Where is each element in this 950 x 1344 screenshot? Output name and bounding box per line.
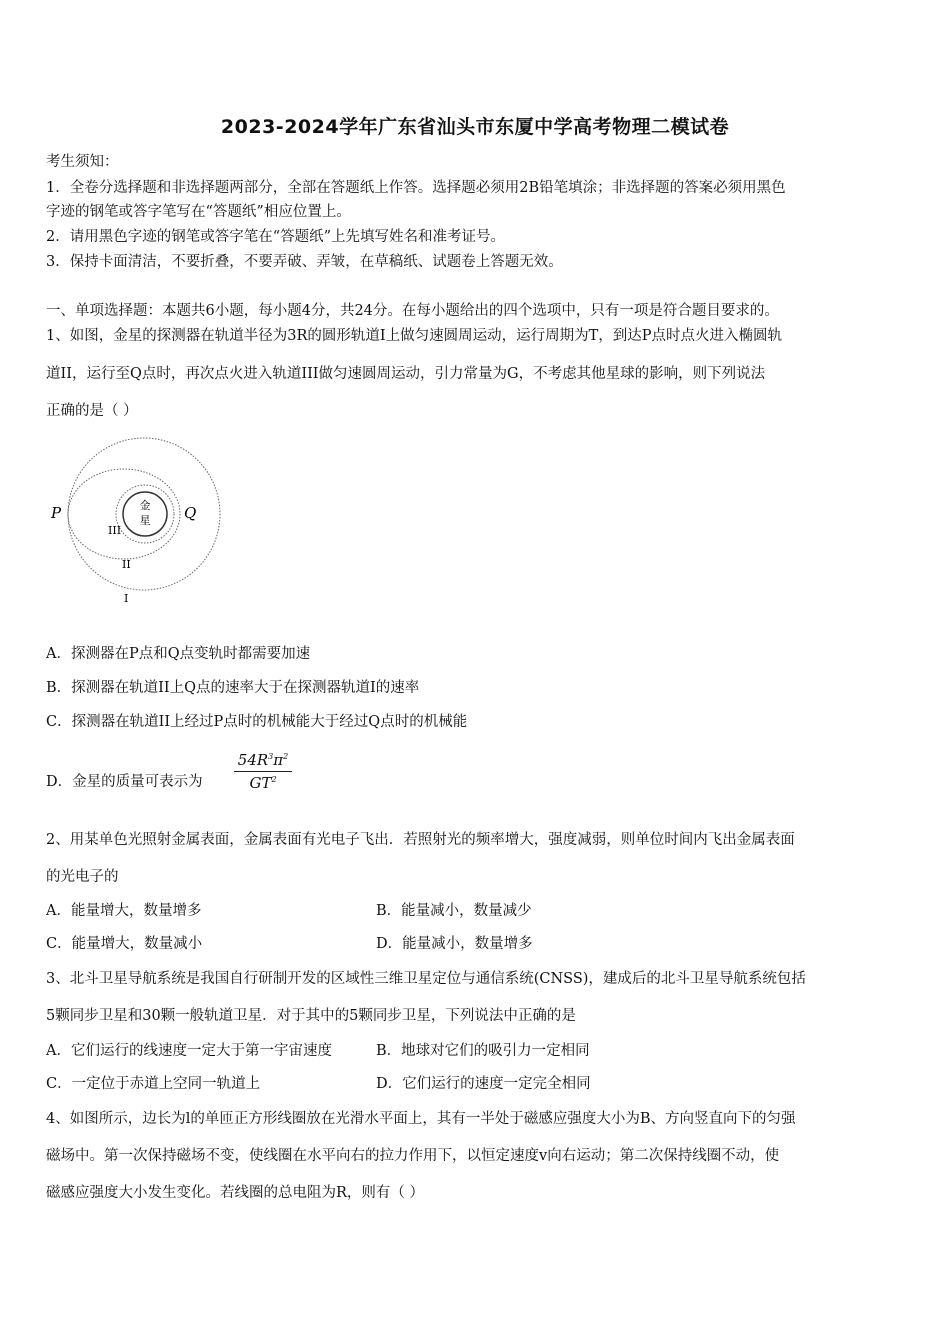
q3-option-d: D．它们运行的速度一定完全相同 bbox=[376, 1076, 591, 1092]
notice-item-3: 3．保持卡面清洁，不要折叠，不要弄破、弄皱，在草稿纸、试题卷上答题无效。 bbox=[46, 254, 563, 270]
q1-stem-line2: 道II，运行至Q点时，再次点火进入轨道III做匀速圆周运动，引力常量为G，不考虑其他星球的影响，则下列说法 bbox=[46, 366, 766, 382]
q1-option-b: B．探测器在轨道II上Q点的速率大于在探测器轨道I的速率 bbox=[46, 680, 420, 696]
q2-stem-line1: 2、用某单色光照射金属表面，金属表面有光电子飞出．若照射光的频率增大，强度减弱，则单位时间内飞出金属表面 bbox=[46, 832, 795, 848]
page-title: 2023-2024学年广东省汕头市东厦中学高考物理二模试卷 bbox=[220, 116, 730, 138]
venus-mass-formula bbox=[228, 750, 298, 792]
notice-item-1: 1．全卷分选择题和非选择题两部分，全部在答题纸上作答。选择题必须用2B铅笔填涂；非选择题的答案必须用黑色 bbox=[46, 180, 786, 196]
q3-stem-line2: 5颗同步卫星和30颗一般轨道卫星．对于其中的5颗同步卫星，下列说法中正确的是 bbox=[46, 1008, 576, 1024]
q4-stem-line2: 磁场中。第一次保持磁场不变，使线圈在水平向右的拉力作用下，以恒定速度v向右运动；第二次保持线圈不动，使 bbox=[46, 1148, 780, 1164]
q3-stem-line1: 3、北斗卫星导航系统是我国自行研制开发的区域性三维卫星定位与通信系统(CNSS)，建成后的北斗卫星导航系统包括 bbox=[46, 971, 806, 987]
planet-label-1: 金 bbox=[139, 499, 151, 512]
q3-option-a: A．它们运行的线速度一定大于第一宇宙速度 bbox=[46, 1043, 332, 1059]
formula-denominator: $GT^2$ bbox=[249, 774, 277, 792]
point-p-label: P bbox=[51, 504, 62, 522]
q1-stem-line1: 1、如图，金星的探测器在轨道半径为3R的圆形轨道I上做匀速圆周运动，运行周期为T，到达P点时点火进入椭圆轨 bbox=[46, 328, 783, 344]
q4-stem-line1: 4、如图所示，边长为l的单匝正方形线圈放在光滑水平面上，其有一半处于磁感应强度大小为B、方向竖直向下的匀强 bbox=[46, 1111, 796, 1127]
orbit-II-label: II bbox=[122, 558, 131, 571]
q1-option-a: A．探测器在P点和Q点变轨时都需要加速 bbox=[46, 646, 311, 662]
q2-stem-line2: 的光电子的 bbox=[46, 869, 119, 885]
planet-label-2: 星 bbox=[139, 514, 151, 527]
q4-stem-line3: 磁感应强度大小发生变化。若线圈的总电阻为R，则有（ ） bbox=[46, 1185, 425, 1201]
q2-option-c: C．能量增大，数量减小 bbox=[46, 936, 203, 952]
orbit-I-label: I bbox=[124, 592, 129, 605]
point-q-label: Q bbox=[184, 504, 197, 522]
notice-item-2: 2．请用黑色字迹的钢笔或答字笔在“答题纸”上先填写姓名和准考证号。 bbox=[46, 229, 506, 245]
notice-item-1-cont: 字迹的钢笔或答字笔写在“答题纸”相应位置上。 bbox=[46, 204, 351, 220]
q2-option-d: D．能量减小，数量增多 bbox=[376, 936, 533, 952]
q1-option-c: C．探测器在轨道II上经过P点时的机械能大于经过Q点时的机械能 bbox=[46, 714, 468, 730]
orbit-diagram bbox=[46, 436, 236, 611]
q1-option-d: D．金星的质量可表示为 bbox=[46, 774, 203, 790]
q3-option-c: C．一定位于赤道上空同一轨道上 bbox=[46, 1076, 261, 1092]
orbit-III-label: III bbox=[108, 524, 122, 537]
q1-stem-line3: 正确的是（ ） bbox=[46, 403, 138, 419]
notice-heading: 考生须知： bbox=[46, 154, 119, 170]
q2-option-b: B．能量减小，数量减少 bbox=[376, 903, 532, 919]
section-heading: 一、单项选择题：本题共6小题，每小题4分，共24分。在每小题给出的四个选项中，只有一项是符合题目要求的。 bbox=[46, 303, 779, 319]
formula-numerator: $54R^3\pi^2$ bbox=[234, 751, 292, 772]
q2-option-a: A．能量增大，数量增多 bbox=[46, 903, 202, 919]
q3-option-b: B．地球对它们的吸引力一定相同 bbox=[376, 1043, 590, 1059]
